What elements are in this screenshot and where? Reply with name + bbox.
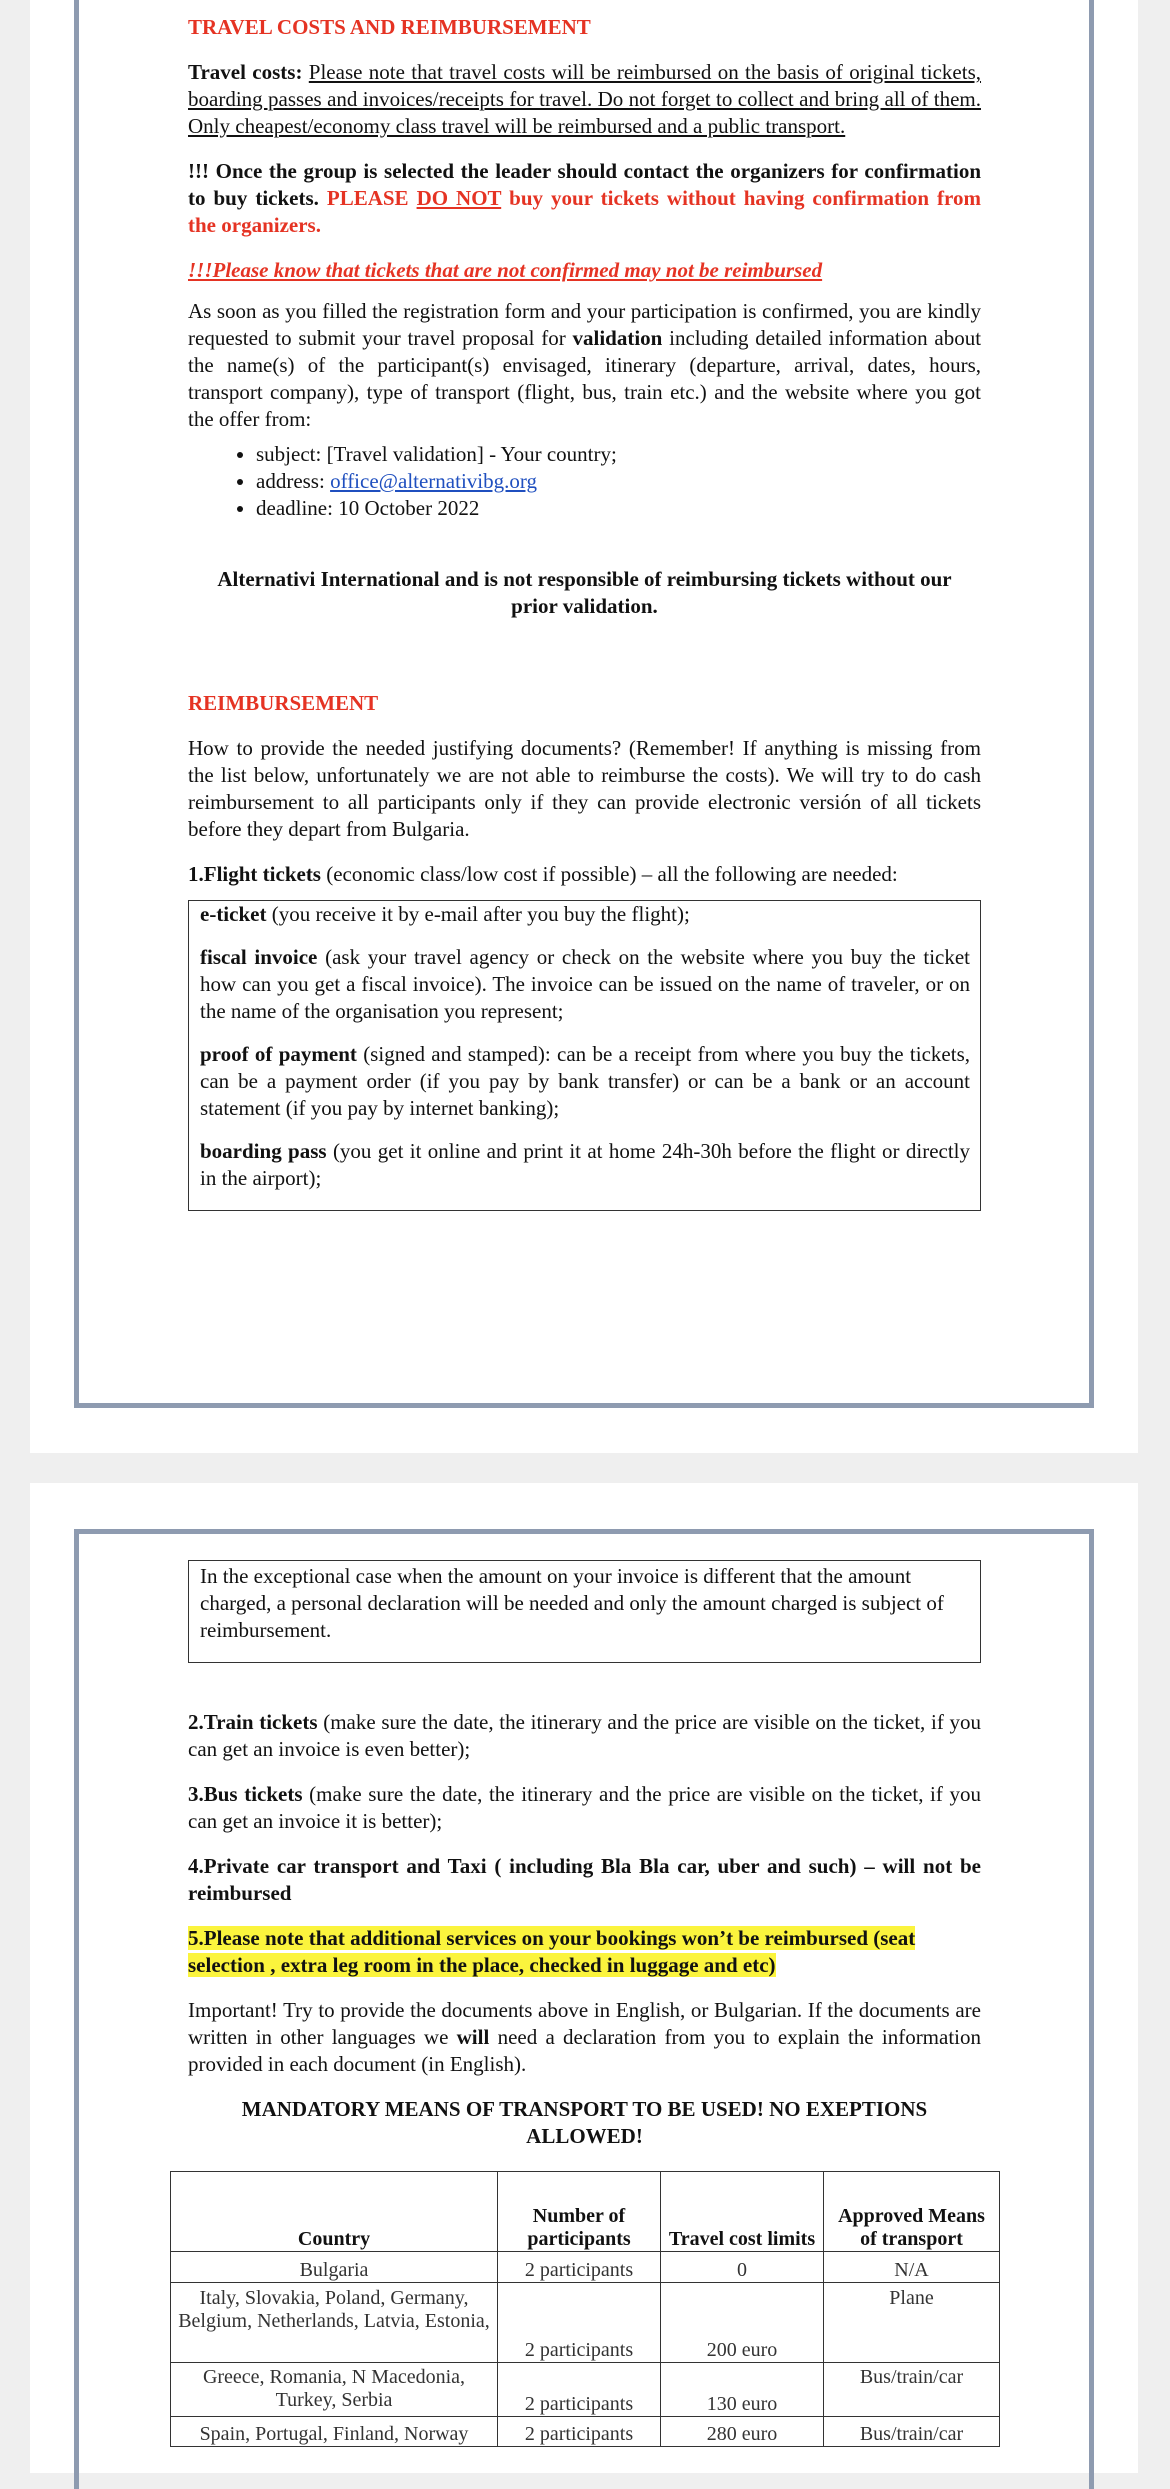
table-row bbox=[171, 2363, 1000, 2417]
boarding-label: boarding pass bbox=[200, 1139, 327, 1163]
page-2-content bbox=[188, 1560, 981, 2168]
travel-costs-label: Travel costs: bbox=[188, 60, 303, 84]
mandatory-transport-heading: MANDATORY MEANS OF TRANSPORT TO BE USED! NO EXEPTIONS ALLOWED! bbox=[241, 2097, 928, 2148]
bus-tickets-paragraph bbox=[188, 1781, 981, 1835]
header-means: Approved Means of transport bbox=[824, 2172, 1000, 2252]
flight-tickets-label: 1.Flight tickets bbox=[188, 862, 321, 886]
eticket-item bbox=[200, 901, 970, 928]
cell-cost: 130 euro bbox=[661, 2363, 824, 2417]
table-row bbox=[171, 2252, 1000, 2283]
invoice-text: (ask your travel agency or check on the website where you buy the ticket how can you get a fiscal invoice). The invoice can be issued on the name of traveler, or on the name of the organisation you represent; bbox=[200, 945, 971, 1023]
header-participants: Number of participants bbox=[498, 2172, 661, 2252]
group-notice-paragraph bbox=[188, 158, 981, 239]
exceptional-case-text: In the exceptional case when the amount on your invoice is different that the amount charged, a personal declaration will be needed and only the amount charged is subject of reimbursement. bbox=[200, 1564, 944, 1642]
additional-services-notice bbox=[188, 1925, 981, 1979]
additional-services-highlight: 5.Please note that additional services on your bookings won’t be reimbursed (seat selection , extra leg room in the place, checked in luggage and etc) bbox=[188, 1926, 916, 1977]
cell-participants: 2 participants bbox=[498, 2363, 661, 2417]
payment-item bbox=[200, 1041, 970, 1122]
table-header-row bbox=[171, 2172, 1000, 2252]
table-row bbox=[171, 2417, 1000, 2447]
cell-country: Bulgaria bbox=[171, 2252, 498, 2283]
page-1-content bbox=[188, 14, 981, 1211]
cell-means: N/A bbox=[824, 2252, 1000, 2283]
please-word: PLEASE bbox=[326, 186, 409, 210]
flight-tickets-paragraph bbox=[188, 861, 981, 888]
payment-text: (signed and stamped): can be a receipt from where you buy the tickets, can be a payment order (if you pay by bank transfer) or can be a bank or an account statement (if you pay by internet banking); bbox=[200, 1042, 970, 1120]
header-country: Country bbox=[171, 2172, 498, 2252]
proposal-pre: As soon as you filled the registration form and your participation is confirmed, you are kindly requested to submit your travel proposal for bbox=[188, 299, 981, 350]
do-not-word: DO NOT bbox=[416, 186, 502, 210]
not-confirmed-warning: !!!Please know that tickets that are not confirmed may not be reimbursed bbox=[188, 258, 823, 282]
bus-tickets-text: (make sure the date, the itinerary and the price are visible on the ticket, if you can get an invoice it is better); bbox=[188, 1782, 982, 1833]
train-tickets-label: 2.Train tickets bbox=[188, 1710, 318, 1734]
boarding-text: (you get it online and print it at home 24h-30h before the flight or directly in the airport); bbox=[200, 1139, 971, 1190]
bullet-address bbox=[256, 468, 981, 495]
proposal-paragraph bbox=[188, 298, 981, 433]
email-link[interactable]: office@alternativibg.org bbox=[330, 469, 537, 493]
cell-participants: 2 participants bbox=[498, 2417, 661, 2447]
cell-means: Bus/train/car bbox=[824, 2363, 1000, 2417]
cell-means: Plane bbox=[824, 2283, 1000, 2363]
bullet-deadline: • deadline: 10 October 2022 bbox=[256, 495, 981, 522]
transport-table bbox=[170, 2171, 1000, 2447]
group-notice: !!! Once the group is selected the leader should contact the organizers for confirmation to buy tickets. bbox=[188, 159, 981, 210]
boarding-item bbox=[200, 1138, 970, 1192]
table-row bbox=[171, 2283, 1000, 2363]
payment-label: proof of payment bbox=[200, 1042, 357, 1066]
important-paragraph bbox=[188, 1997, 981, 2078]
submission-bullet-list bbox=[188, 441, 981, 522]
cell-means: Bus/train/car bbox=[824, 2417, 1000, 2447]
exceptional-case-box bbox=[188, 1560, 981, 1663]
cell-participants: 2 participants bbox=[498, 2283, 661, 2363]
responsibility-notice: Alternativi International and is not responsible of reimbursing tickets without our prior validation. bbox=[217, 567, 952, 618]
proposal-bold: validation bbox=[572, 326, 663, 350]
section-heading-travel: TRAVEL COSTS AND REIMBURSEMENT bbox=[188, 15, 591, 39]
reimbursement-intro: How to provide the needed justifying documents? (Remember! If anything is missing from the list below, unfortunately we are not able to reimburse the costs). We will try to do cash reimbursement to all participants only if they can provide electronic versión of all tickets before they depart from Bulgaria. bbox=[188, 736, 981, 841]
eticket-text: (you receive it by e-mail after you buy the flight); bbox=[271, 902, 690, 926]
cell-country: Spain, Portugal, Finland, Norway bbox=[171, 2417, 498, 2447]
header-cost-limits: Travel cost limits bbox=[661, 2172, 824, 2252]
flight-tickets-text: (economic class/low cost if possible) – all the following are needed: bbox=[326, 862, 898, 886]
bullet-subject: • subject: [Travel validation] - Your country; bbox=[256, 441, 981, 468]
flight-requirements-box bbox=[188, 900, 981, 1211]
important-pre: Important! Try to provide the documents above in English, or Bulgarian. If the documents are written in other languages we bbox=[188, 1998, 981, 2049]
travel-costs-text: Please note that travel costs will be reimbursed on the basis of original tickets, boarding passes and invoices/receipts for travel. Do not forget to collect and bring all of them. Only cheapest/economy class travel will be reimbursed and a public transport. bbox=[188, 60, 982, 138]
proposal-post: including detailed information about the name(s) of the participant(s) envisaged, itinerary (departure, arrival, dates, hours, transport company), type of transport (flight, bus, train etc.) and the website where you got the offer from: bbox=[188, 326, 982, 431]
invoice-item bbox=[200, 944, 970, 1025]
cell-cost: 200 euro bbox=[661, 2283, 824, 2363]
cell-participants: 2 participants bbox=[498, 2252, 661, 2283]
important-bold: will bbox=[456, 2025, 490, 2049]
cell-cost: 280 euro bbox=[661, 2417, 824, 2447]
cell-country: Greece, Romania, N Macedonia, Turkey, Serbia bbox=[171, 2363, 498, 2417]
eticket-label: e-ticket bbox=[200, 902, 267, 926]
invoice-label: fiscal invoice bbox=[200, 945, 318, 969]
train-tickets-paragraph bbox=[188, 1709, 981, 1763]
private-car-notice: 4.Private car transport and Taxi ( including Bla Bla car, uber and such) – will not be reimbursed bbox=[188, 1854, 981, 1905]
bullet-address-label: address: bbox=[256, 469, 325, 493]
travel-costs-paragraph bbox=[188, 59, 981, 140]
section-heading-reimbursement: REIMBURSEMENT bbox=[188, 691, 379, 715]
bus-tickets-label: 3.Bus tickets bbox=[188, 1782, 303, 1806]
train-tickets-text: (make sure the date, the itinerary and the price are visible on the ticket, if you can get an invoice is even better); bbox=[188, 1710, 981, 1761]
buy-warning: buy your tickets without having confirmation from the organizers. bbox=[188, 186, 981, 237]
important-post: need a declaration from you to explain the information provided in each document (in English). bbox=[188, 2025, 982, 2076]
cell-cost: 0 bbox=[661, 2252, 824, 2283]
cell-country: Italy, Slovakia, Poland, Germany, Belgium, Netherlands, Latvia, Estonia, bbox=[171, 2283, 498, 2363]
